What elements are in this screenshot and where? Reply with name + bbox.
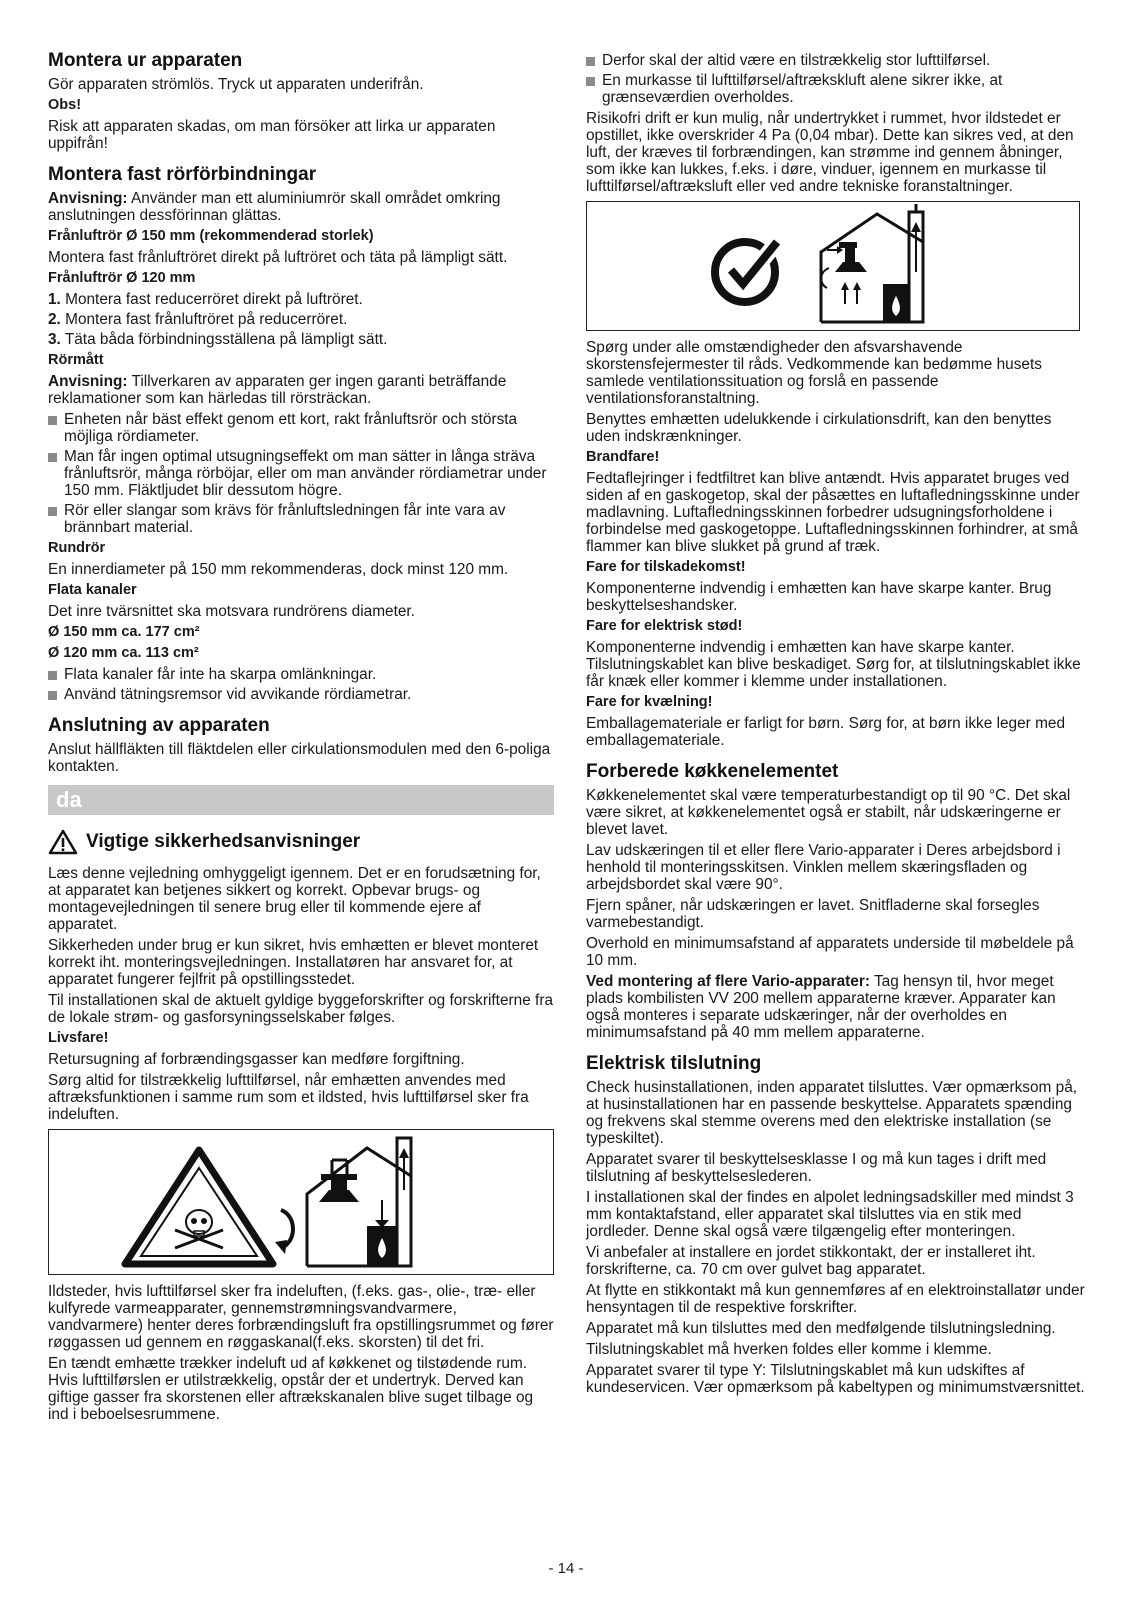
step-number: 3. <box>48 331 61 348</box>
bullet-square-icon <box>48 416 57 425</box>
subheading-brandfare: Brandfare! <box>586 449 660 465</box>
bullet-list <box>48 411 554 536</box>
paragraph: Komponenterne indvendig i emhætten kan have skarpe kanter. Brug beskyttelseshandsker. <box>586 580 1052 614</box>
note-label: Ved montering af flere Vario-apparater: <box>586 973 870 990</box>
list-item: Enheten når bäst effekt genom ett kort, rakt frånluftsrör och största möjliga rördiameter. <box>48 411 554 445</box>
list-item: En murkasse til lufttilførsel/aftrækskluft alene sikrer ikke, at grænseværdien overholdes. <box>586 72 1086 106</box>
bullet-square-icon <box>48 691 57 700</box>
section-title-anslutning: Anslutning av apparaten <box>48 715 270 736</box>
paragraph: I installationen skal der findes en alpolet ledningsadskiller med mindst 3 mm kontaktafstand, eller apparatet skal tilsluttes via en stik med jordleder. Denne skal også være tilgængelig efter monteringen. <box>586 1189 1074 1240</box>
subheading-obs: Obs! <box>48 97 82 113</box>
subheading-kvaelning: Fare for kvælning! <box>586 694 713 710</box>
bullet-square-icon <box>48 507 57 516</box>
paragraph: En tændt emhætte trækker indeluft ud af køkkenet og tilstødende rum. Hvis lufttilførslen er utilstrækkelig, opstår der et undertryk. Derved kan giftige gasser fra skorstenen eller aftrækskanalen blive suget tilbage og ind i beboelsesrummene. <box>48 1355 534 1423</box>
page-number: - 14 - <box>548 1560 584 1577</box>
paragraph: Sikkerheden under brug er kun sikret, hvis emhætten er blevet monteret korrekt iht. monteringsvejledningen. Installatøren har ansvaret for, at apparatet fungerer fejlfrit på opstillingsstedet. <box>48 937 539 988</box>
note-label: Anvisning: <box>48 373 128 390</box>
safety-heading <box>48 829 554 855</box>
paragraph: Emballagemateriale er farligt for børn. Sørg for, at børn ikke leger med emballagemateriale. <box>586 715 1066 749</box>
paragraph: Benyttes emhætten udelukkende i cirkulationsdrift, kan den benyttes uden indskrænkninger. <box>586 411 1052 445</box>
language-bar: da <box>48 785 554 815</box>
paragraph: Check husinstallationen, inden apparatet tilsluttes. Vær opmærksom på, at husinstallationen har en passende beskyttelse. Apparatets spænding og frekvens skal stemme overens med den elektriske installation (se typeskiltet). <box>586 1079 1078 1147</box>
diameter-120: Ø 120 mm ca. 113 cm² <box>48 645 199 661</box>
paragraph: Vi anbefaler at installere en jordet stikkontakt, der er installeret iht. forskrifterne, ca. 70 cm over gulvet bag apparatet. <box>586 1244 1036 1278</box>
bullet-square-icon <box>586 77 595 86</box>
checkmark-house-illustration <box>587 202 1079 330</box>
section-title-elektrisk-tilslutning: Elektrisk tilslutning <box>586 1053 762 1074</box>
bullet-square-icon <box>48 671 57 680</box>
skull-icon <box>175 1210 223 1248</box>
section-title-sikkerhed: Vigtige sikkerhedsanvisninger <box>86 831 361 852</box>
checkmark-icon <box>715 242 777 302</box>
subheading-150: Frånluftrör Ø 150 mm (rekommenderad storlek) <box>48 228 374 244</box>
paragraph: Lav udskæringen til et eller flere Vario-apparater i Deres arbejdsbord i henhold til monteringsskitsen. Vinklen mellem skæringsfladen og arbejdsbordet skal være 90°. <box>586 842 1061 893</box>
step-number: 2. <box>48 311 61 328</box>
steps-list <box>48 291 554 348</box>
diameter-150: Ø 150 mm ca. 177 cm² <box>48 624 200 640</box>
subheading-120: Frånluftrör Ø 120 mm <box>48 270 196 286</box>
subheading-livsfare: Livsfare! <box>48 1030 109 1046</box>
note-text: Tillverkaren av apparaten ger ingen garanti beträffande reklamationer som kan härledas till rörsträckan. <box>48 373 507 407</box>
paragraph: Gör apparaten strömlös. Tryck ut apparaten underifrån. <box>48 76 424 93</box>
paragraph: Fedtaflejringer i fedtfiltret kan blive antændt. Hvis apparatet bruges ved siden af en gaskogetop, skal der påsættes en luftafledningsskinne under madlavning. Luftafledningsskinnen forbedrer udsugningsforholdene i forbindelse med gaskogetoppe. Luftafledningsskinnen forhindrer, at små flammer kan blive slukket på grund af træk. <box>586 470 1080 555</box>
note-text: Använder man ett aluminiumrör skall området omkring anslutningen dessförinnan glättas. <box>48 190 501 224</box>
list-item: Använd tätningsremsor vid avvikande rördiametrar. <box>48 686 554 703</box>
list-item: Rör eller slangar som krävs för frånluftsledningen får inte vara av brännbart material. <box>48 502 554 536</box>
subheading-elektrisk-stod: Fare for elektrisk stød! <box>586 618 743 634</box>
danger-illustration <box>48 1129 554 1275</box>
bullet-list <box>586 52 1086 106</box>
paragraph: Sørg altid for tilstrækkelig lufttilførsel, når emhætten anvendes med aftræksfunktionen i samme rum som et ildsted, hvis lufttilførsel sker fra indeluften. <box>48 1072 529 1123</box>
list-item <box>48 311 554 328</box>
paragraph: Tilslutningskablet må hverken foldes eller komme i klemme. <box>586 1341 992 1358</box>
section-title-montera-ur: Montera ur apparaten <box>48 50 243 71</box>
note-label: Anvisning: <box>48 190 128 207</box>
left-column <box>48 50 554 1427</box>
section-title-rorforbindningar: Montera fast rörförbindningar <box>48 164 317 185</box>
step-text: Montera fast frånluftröret på reducerröret. <box>60 311 348 328</box>
paragraph: Apparatet må kun tilsluttes med den medfølgende tilslutningsledning. <box>586 1320 1056 1337</box>
paragraph: Anslut hällfläkten till fläktdelen eller cirkulationsmodulen med den 6-poliga kontakten. <box>48 741 551 775</box>
warning-triangle-icon <box>48 829 78 855</box>
bullet-square-icon <box>48 453 57 462</box>
paragraph: Spørg under alle omstændigheder den afsvarshavende skorstensfejermester til råds. Vedkommende kan bedømme husets samlede ventilationssituation og forslå en passende ventilationsforanstaltning. <box>586 339 1042 407</box>
note-paragraph <box>48 373 554 407</box>
list-item: Man får ingen optimal utsugningseffekt om man sätter in långa sträva frånluftsrör, många rörböjar, eller om man använder rördiametrar under 150 mm. Fläktljudet blir dessutom högre. <box>48 448 554 499</box>
paragraph: Risikofri drift er kun mulig, når undertrykket i rummet, hvor ildstedet er opstillet, ikke overskrider 4 Pa (0,04 mbar). Dette kan sikres ved, at den luft, der kræves til forbrændingen, kan strømme ind gennem åbninger, som ikke kan lukkes, f.eks. i døre, vinduer, igennem en murkasse til lufttilførsel/aftræksluft eller ved andre tekniske foranstaltninger. <box>586 110 1074 195</box>
paragraph: Apparatet svarer til type Y: Tilslutningskablet må kun udskiftes af kundeservicen. Vær opmærksom på kabeltypen og minimumstværsnittet. <box>586 1362 1085 1396</box>
note-paragraph <box>48 190 554 224</box>
paragraph: Montera fast frånluftröret direkt på luftröret och täta på lämpligt sätt. <box>48 249 508 266</box>
paragraph: Det inre tvärsnittet ska motsvara rundrörens diameter. <box>48 603 415 620</box>
paragraph: Køkkenelementet skal være temperaturbestandigt op til 90 °C. Det skal være sikret, at køkkenelementet også er stabilt, når udskæringerne er blevet lavet. <box>586 787 1071 838</box>
paragraph: Komponenterne indvendig i emhætten kan have skarpe kanter. Tilslutningskablet kan blive beskadiget. Sørg for, at tilslutningskablet ikke får knæk eller kommer i klemme under installationen. <box>586 639 1081 690</box>
paragraph: Læs denne vejledning omhyggeligt igennem. Det er en forudsætning for, at apparatet kan betjenes sikkert og korrekt. Opbevar brugs- og montagevejledningen til senere brug eller til kommende ejere af apparatet. <box>48 865 541 933</box>
step-text: Montera fast reducerröret direkt på luftröret. <box>60 291 363 308</box>
step-number: 1. <box>48 291 61 308</box>
paragraph: Apparatet svarer til beskyttelsesklasse I og må kun tages i drift med tilslutning af beskyttelseslederen. <box>586 1151 1047 1185</box>
note-paragraph <box>586 973 1086 1041</box>
list-item <box>48 331 554 348</box>
section-title-kokkenelement: Forberede køkkenelementet <box>586 761 839 782</box>
list-item: Derfor skal der altid være en tilstrækkelig stor lufttilførsel. <box>586 52 1086 69</box>
paragraph: Ildsteder, hvis lufttilførsel sker fra indeluften, (f.eks. gas-, olie-, træ- eller kulfyrede varmeapparater, gennemstrømningsvandvarmere, vandvarmere) henter deres forbrændingsluft fra opstillingsrummet og fører røggassen ud gennem en røggaskanal(f.eks. skorsten) til det fri. <box>48 1283 554 1351</box>
subheading-rormatt: Rörmått <box>48 352 104 368</box>
paragraph: Til installationen skal de aktuelt gyldige byggeforskrifter og forskrifterne fra de lokale strøm- og gasforsyningsselskaber følges. <box>48 992 553 1026</box>
list-item: Flata kanaler får inte ha skarpa omlänkningar. <box>48 666 554 683</box>
bullet-square-icon <box>586 57 595 66</box>
paragraph: Risk att apparaten skadas, om man försöker att lirka ur apparaten uppifrån! <box>48 118 496 152</box>
note-text: Tag hensyn til, hvor meget plads kombilisten VV 200 mellem apparaterne kræver. Apparater kan også monteres i separate udskæringer, når der overholdes en minimumsafstand på 40 mm mellem apparaterne. <box>586 973 1056 1041</box>
correct-illustration <box>586 201 1080 331</box>
paragraph: Retursugning af forbrændingsgasser kan medføre forgiftning. <box>48 1051 465 1068</box>
list-item <box>48 291 554 308</box>
step-text: Täta båda förbindningsställena på lämpligt sätt. <box>60 331 388 348</box>
subheading-tilskadekomst: Fare for tilskadekomst! <box>586 559 746 575</box>
subheading-rundror: Rundrör <box>48 540 106 556</box>
paragraph: Fjern spåner, når udskæringen er lavet. Snitfladerne skal forsegles varmebestandigt. <box>586 897 1040 931</box>
poison-house-illustration <box>49 1130 553 1274</box>
paragraph: At flytte en stikkontakt må kun gennemføres af en elektroinstallatør under hensyntagen til de respektive forskrifter. <box>586 1282 1085 1316</box>
paragraph: Overhold en minimumsafstand af apparatets underside til møbeldele på 10 mm. <box>586 935 1074 969</box>
paragraph: En innerdiameter på 150 mm rekommenderas, dock minst 120 mm. <box>48 561 509 578</box>
subheading-flata-kanaler: Flata kanaler <box>48 582 137 598</box>
bullet-list <box>48 666 554 703</box>
right-column <box>586 52 1086 1400</box>
